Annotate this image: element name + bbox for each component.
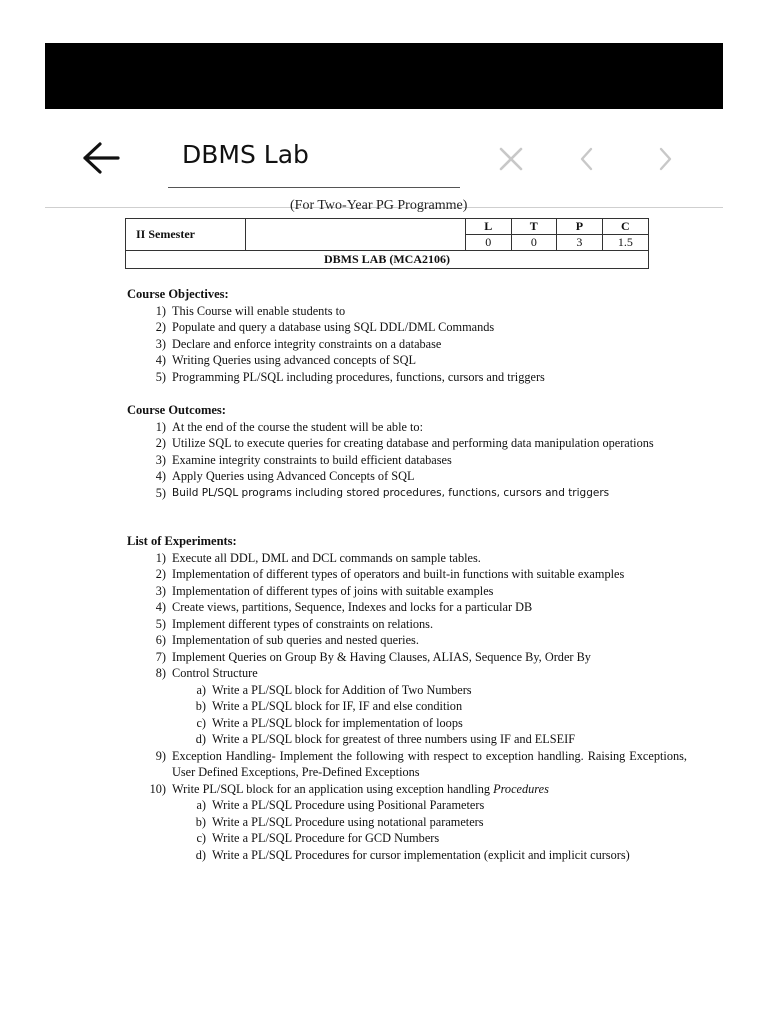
programme-title: (For Two-Year PG Programme): [290, 198, 468, 213]
item10-text: Write PL/SQL block for an application using exception handling: [172, 781, 491, 796]
sub-list-item: d) Write a PL/SQL block for greatest of three numbers using IF and ELSEIF: [195, 732, 576, 746]
header-l: L: [465, 219, 511, 235]
objectives-heading: Course Objectives:: [127, 287, 229, 301]
header-t: T: [511, 219, 557, 235]
list-item: 4) Apply Queries using Advanced Concepts of SQL: [155, 469, 415, 483]
sub-list-item: a) Write a PL/SQL block for Addition of Two Numbers: [196, 682, 472, 697]
sub-list-item: b) Write a PL/SQL block for IF, IF and else condition: [195, 699, 463, 713]
document-page: [0, 198, 768, 1024]
list-item: 2) Implementation of different types of operators and built-in functions with suitable examples: [155, 567, 625, 581]
experiments-heading: List of Experiments:: [127, 534, 237, 548]
list-item: 1) This Course will enable students to: [155, 303, 346, 318]
list-item: 3) Implementation of different types of joins with suitable examples: [155, 583, 494, 598]
sub-list-item: d) Write a PL/SQL Procedures for cursor implementation (explicit and implicit cursors): [195, 847, 630, 862]
list-item: 3) Examine integrity constraints to build efficient databases: [155, 452, 452, 467]
list-item: 5) Build PL/SQL programs including stored procedures, functions, cursors and triggers: [155, 485, 610, 500]
list-item: 1) Execute all DDL, DML and DCL commands on sample tables.: [155, 550, 481, 565]
list-item: 6) Implementation of sub queries and nested queries.: [155, 633, 419, 647]
item10-italic: Procedures: [493, 781, 549, 796]
previous-match-icon[interactable]: [572, 144, 602, 174]
sub-list-item: c) Write a PL/SQL block for implementation of loops: [196, 715, 463, 730]
course-outcomes: [127, 402, 687, 501]
list-item: 4) Create views, partitions, Sequence, Indexes and locks for a particular DB: [155, 600, 533, 614]
value-t: 0: [511, 235, 557, 251]
next-match-icon[interactable]: [650, 144, 680, 174]
list-of-experiments: [127, 533, 687, 863]
search-input[interactable]: DBMS Lab: [182, 140, 309, 169]
list-item: 4) Writing Queries using advanced concepts of SQL: [155, 353, 417, 367]
sub-list-item: b) Write a PL/SQL Procedure using notational parameters: [195, 814, 484, 829]
find-bar: [45, 110, 723, 208]
course-title: DBMS LAB (MCA2106): [126, 251, 649, 269]
outcomes-heading: Course Outcomes:: [127, 403, 226, 417]
semester-label: II Semester: [126, 219, 246, 251]
list-item: 5) Implement different types of constraints on relations.: [155, 616, 434, 631]
header-c: C: [602, 219, 648, 235]
list-item: 8) Control Structure: [155, 666, 258, 680]
value-p: 3: [557, 235, 603, 251]
list-item: 2) Utilize SQL to execute queries for creating database and performing data manipulation operations: [155, 436, 654, 450]
list-item: 7) Implement Queries on Group By & Having Clauses, ALIAS, Sequence By, Order By: [155, 649, 591, 664]
sub-list-item: c) Write a PL/SQL Procedure for GCD Numbers: [196, 831, 440, 845]
list-item: 3) Declare and enforce integrity constraints on a database: [155, 336, 442, 351]
semester-table: [125, 218, 649, 269]
value-c: 1.5: [602, 235, 648, 251]
list-item: 5) Programming PL/SQL including procedures, functions, cursors and triggers: [155, 369, 545, 384]
top-black-bar: [45, 43, 723, 109]
search-underline: [168, 187, 460, 188]
course-objectives: [127, 286, 687, 385]
blank-cell: [246, 219, 466, 251]
sub-list-item: a) Write a PL/SQL Procedure using Positional Parameters: [196, 798, 485, 812]
list-item: 9) Exception Handling- Implement the following with respect to exception handling. Raising Exceptions, User Defined Exceptions, Pre-Defined Exceptions: [155, 748, 687, 779]
close-icon[interactable]: [496, 144, 526, 174]
back-arrow-icon[interactable]: [80, 140, 120, 176]
header-p: P: [557, 219, 603, 235]
list-item: 2) Populate and query a database using SQL DDL/DML Commands: [155, 320, 495, 334]
list-item: 1) At the end of the course the student will be able to:: [155, 419, 423, 434]
value-l: 0: [465, 235, 511, 251]
list-item: 10) Write PL/SQL block for an application using exception handling Procedures: [149, 781, 549, 796]
